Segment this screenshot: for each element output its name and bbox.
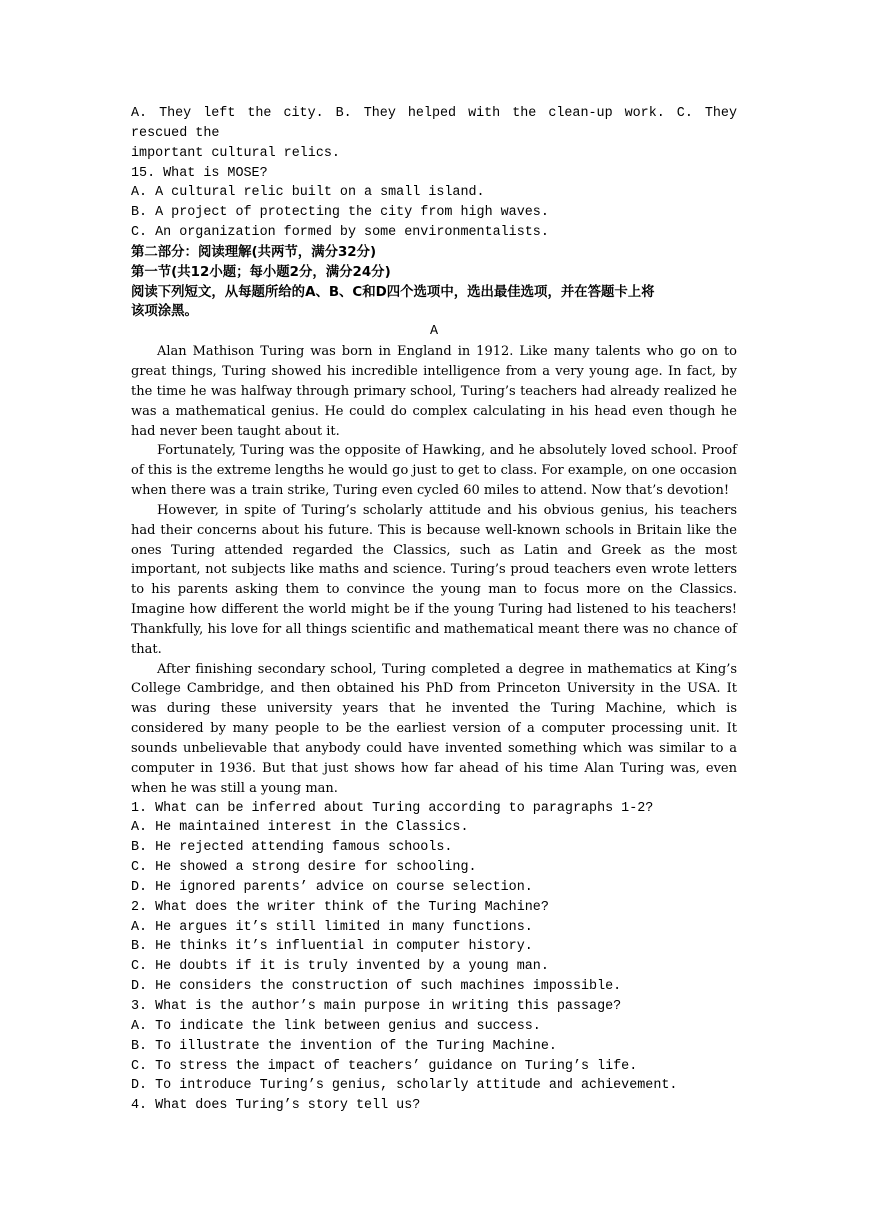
- exam-page: [131, 104, 737, 1116]
- q15-question: 15. What is MOSE?: [131, 165, 268, 181]
- question-3-option-b: B. To illustrate the invention of the Turing Machine.: [131, 1038, 557, 1054]
- question-1-option-a: A. He maintained interest in the Classics.: [131, 820, 469, 836]
- question-2-option-d: D. He considers the construction of such machines impossible.: [131, 979, 622, 995]
- section-part-heading: 第二部分：阅读理解(共两节，满分32分): [131, 244, 377, 260]
- passage-paragraph-2: Fortunately, Turing was the opposite of Hawking, and he absolutely loved school. Proof of this is the extreme lengths he would go just to get to class. For example, on one occasion when there was a train strike, Turing even cycled 60 miles to attend. Now that’s devotion!: [131, 443, 737, 499]
- question-3: 3. What is the author’s main purpose in writing this passage?: [131, 998, 622, 1014]
- q14-options-line-2: important cultural relics.: [131, 145, 340, 161]
- question-2-option-b: B. He thinks it’s influential in computer history.: [131, 939, 533, 955]
- section-instruction-line-2: 该项涂黑。: [131, 304, 198, 320]
- question-1-option-d: D. He ignored parents’ advice on course selection.: [131, 879, 533, 895]
- section-subsection-heading: 第一节(共12小题；每小题2分，满分24分): [131, 264, 391, 280]
- q15-option-c: C. An organization formed by some environmentalists.: [131, 225, 549, 241]
- question-3-option-c: C. To stress the impact of teachers’ guidance on Turing’s life.: [131, 1058, 638, 1074]
- question-2-option-c: C. He doubts if it is truly invented by a young man.: [131, 959, 549, 975]
- question-3-option-a: A. To indicate the link between genius and success.: [131, 1018, 541, 1034]
- question-2: 2. What does the writer think of the Turing Machine?: [131, 899, 549, 915]
- question-1-option-c: C. He showed a strong desire for schooling.: [131, 860, 477, 876]
- passage-label: A: [429, 324, 439, 340]
- q14-options-line-1: A. They left the city. B. They helped with the clean-up work. C. They rescued the: [131, 106, 737, 141]
- question-4: 4. What does Turing’s story tell us?: [131, 1098, 421, 1114]
- q15-option-a: A. A cultural relic built on a small island.: [131, 185, 485, 201]
- q15-option-b: B. A project of protecting the city from high waves.: [131, 205, 549, 221]
- question-3-option-d: D. To introduce Turing’s genius, scholarly attitude and achievement.: [131, 1078, 678, 1094]
- question-2-option-a: A. He argues it’s still limited in many functions.: [131, 919, 533, 935]
- passage-paragraph-1: Alan Mathison Turing was born in England in 1912. Like many talents who go on to great things, Turing showed his incredible intelligence from a very young age. In fact, by the time he was halfway through primary school, Turing’s teachers had already realized he was a mathematical genius. He could do complex calculating in his head even though he had never been taught about it.: [131, 344, 737, 439]
- section-instruction-line-1: 阅读下列短文，从每题所给的A、B、C和D四个选项中，选出最佳选项，并在答题卡上将: [131, 284, 655, 300]
- question-1: 1. What can be inferred about Turing according to paragraphs 1-2?: [131, 800, 654, 816]
- question-1-option-b: B. He rejected attending famous schools.: [131, 840, 453, 856]
- passage-paragraph-3: However, in spite of Turing’s scholarly attitude and his obvious genius, his teachers had their concerns about his future. This is because well-known schools in Britain like the ones Turing attended regarded the Classics, such as Latin and Greek as the most important, not subjects like maths and science. Turing’s proud teachers even wrote letters to his parents asking them to convince the young man to focus more on the Classics. Imagine how different the world might be if the young Turing had listened to his teachers! Thankfully, his love for all things scientific and mathematical meant there was no chance of that.: [131, 502, 737, 657]
- passage-paragraph-4: After finishing secondary school, Turing completed a degree in mathematics at King’s College Cambridge, and then obtained his PhD from Princeton University in the USA. It was during these university years that he invented the Turing Machine, which is considered by many people to be the earliest version of a computer processing unit. It sounds unbelievable that anybody could have invented something which was similar to a computer in 1936. But that just shows how far ahead of his time Alan Turing was, even when he was still a young man.: [131, 661, 737, 796]
